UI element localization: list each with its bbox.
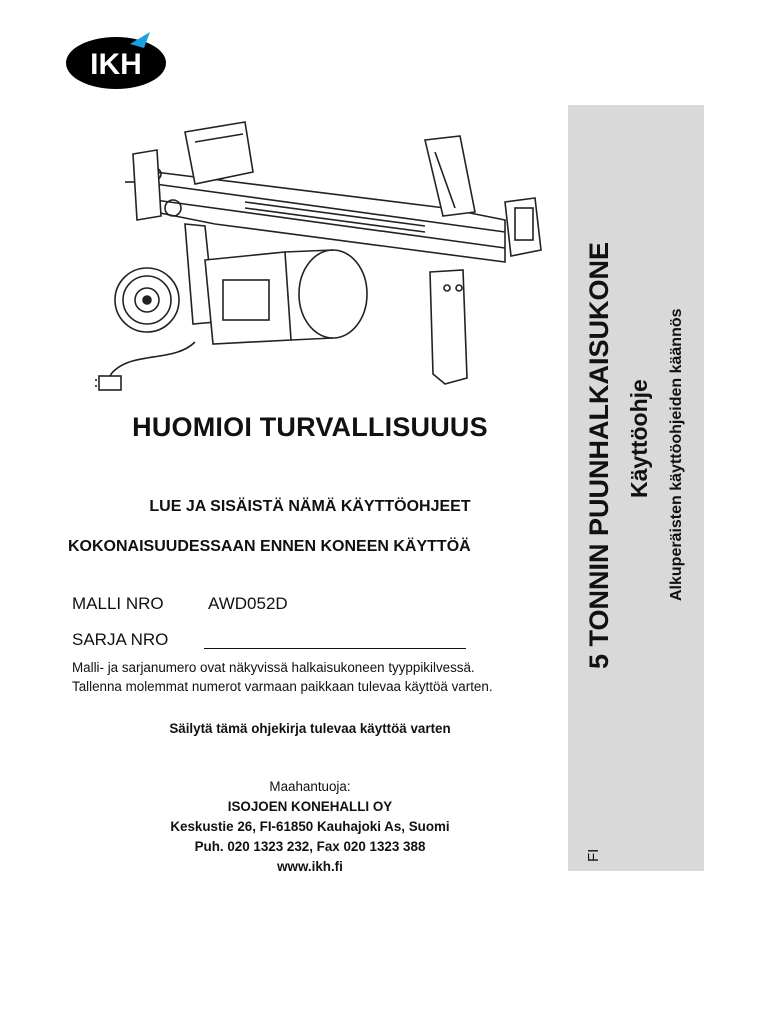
side-panel-title: 5 TONNIN PUUNHALKAISUKONE	[584, 241, 614, 669]
instruction-line-2: KOKONAISUUDESSAAN ENNEN KONEEN KÄYTTÖÄ	[68, 538, 471, 555]
info-line-1: Malli- ja sarjanumero ovat näkyvissä halkaisukoneen tyyppikilvessä.	[72, 660, 475, 675]
model-label: MALLI NRO	[72, 594, 164, 613]
info-paragraph	[72, 658, 562, 696]
side-panel-note: Alkuperäisten käyttöohjeiden käännös	[668, 308, 685, 601]
logo-text: IKH	[90, 48, 142, 81]
log-splitter-icon	[95, 112, 555, 402]
importer-website: www.ikh.fi	[277, 859, 343, 874]
keep-manual-note: Säilytä tämä ohjekirja tulevaa käyttöä varten	[169, 721, 451, 736]
info-line-2: Tallenna molemmat numerot varmaan paikkaan tulevaa käyttöä varten.	[72, 679, 493, 694]
ikh-logo	[64, 30, 168, 92]
importer-address: Keskustie 26, FI-61850 Kauhajoki As, Suomi	[170, 819, 450, 834]
safety-title: HUOMIOI TURVALLISUUUS	[132, 412, 488, 442]
log-splitter-illustration	[95, 112, 555, 402]
instruction-line-1: LUE JA SISÄISTÄ NÄMÄ KÄYTTÖOHJEET	[149, 498, 471, 515]
importer-phone: Puh. 020 1323 232, Fax 020 1323 388	[194, 839, 426, 854]
ikh-logo-icon	[64, 30, 168, 92]
importer-block	[0, 777, 620, 877]
language-code: FI	[585, 848, 602, 862]
importer-company: ISOJOEN KONEHALLI OY	[227, 799, 393, 814]
serial-label: SARJA NRO	[72, 630, 169, 649]
side-panel-subtitle: Käyttöohje	[626, 379, 652, 498]
model-value: AWD052D	[208, 594, 288, 613]
side-panel	[568, 105, 704, 871]
serial-number-blank-line	[204, 648, 466, 649]
importer-label: Maahantuoja:	[269, 779, 351, 794]
